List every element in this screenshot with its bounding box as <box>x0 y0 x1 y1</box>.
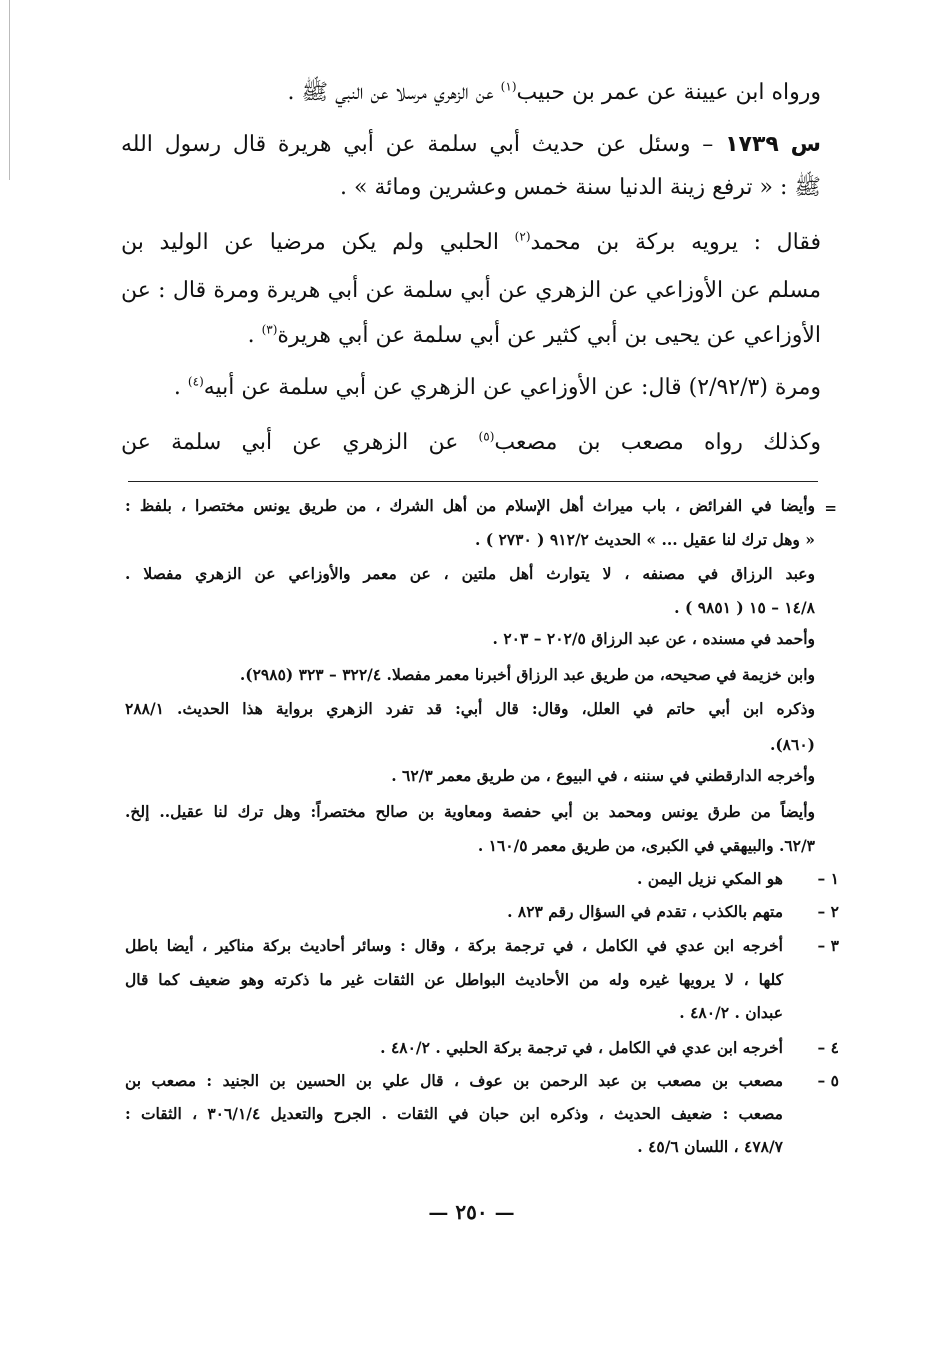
note-3-text: كلها ، لا يرويها غيره وله من الأحاديث البواطل عن الثقات غير ما ذكرته وهو ضعيف كما قال <box>125 970 783 989</box>
note-5-text: مصعب : ضعيف الحديث ، وذكره ابن حبان في الثقات . الجرح والتعديل ٣٠٦/١/٤ ، الثقات : <box>125 1104 783 1123</box>
footnote-ref-2[interactable]: (٢) <box>514 229 531 244</box>
footnote-ref-3[interactable]: (٣) <box>261 322 278 337</box>
continued-note-line: وأيضا في الفرائض ، باب ميراث أهل الإسلام من أهل الشرك ، من طريق يونس مختصرا ، بلفظ : <box>125 496 815 515</box>
main-text-segment: مسلم عن الأوزاعي عن الزهري عن أبي سلمة عن أبي هريرة ومرة قال : عن <box>121 278 821 303</box>
continued-note-line: ١٤/٨ – ١٥ ( ٩٨٥١ ) . <box>674 598 815 617</box>
continued-note-line: « وهل ترك لنا عقيل ... » الحديث ٩١٢/٢ ( ٢٧٣٠ ) . <box>474 530 815 549</box>
footnote-ref-1[interactable]: (١) <box>500 79 517 94</box>
main-text-segment: ومرة (٢/٩٢/٣) قال: عن الأوزاعي عن الزهري عن أبي سلمة عن أبيه <box>203 375 821 400</box>
continued-note-line: (٨٦٠). <box>769 735 815 754</box>
question-number: ١٧٣٩ <box>725 132 779 157</box>
note-1-text: هو المكي نزيل اليمن . <box>636 869 783 888</box>
main-text-segment: ﷺ : « ترفع زينة الدنيا سنة خمس وعشرين ومائة » . <box>340 175 821 200</box>
main-line-4 <box>121 228 821 258</box>
note-4-text: أخرجه ابن عدي في الكامل ، في ترجمة بركة الحلبي . ٤٨٠/٢ . <box>380 1038 783 1057</box>
main-line-7 <box>121 373 821 403</box>
main-text-segment: عن الزهري مرسلا عن النبي ﷺ . <box>287 80 494 105</box>
note-number-2: ٢ – <box>817 902 839 921</box>
main-line-5 <box>121 276 821 306</box>
main-line-3 <box>121 173 821 203</box>
question-heading <box>121 130 821 160</box>
page-number: — ٢٥٠ — <box>428 1200 515 1224</box>
main-text-segment: . <box>247 323 255 348</box>
footnote-divider <box>128 481 818 482</box>
continued-note-line: وأحمد في مسنده ، عن عبد الرزاق ٢٠٢/٥ – ٢٠٣ . <box>492 629 815 648</box>
note-number-3: ٣ – <box>817 936 839 955</box>
continued-note-line: وعبد الرزاق في مصنفه ، لا يتوارث أهل ملتين ، عن معمر والأوزاعي عن الزهري مفصلا . <box>125 564 815 583</box>
continued-note-line: وابن خزيمة في صحيحه، من طريق عبد الرزاق أخبرنا معمر مفصلا. ٣٢٢/٤ – ٣٢٣ (٢٩٨٥). <box>239 665 815 684</box>
note-5-text: مصعب بن مصعب بن عبد الرحمن بن عوف ، قال علي بن الحسين بن الجنيد : مصعب بن <box>125 1071 783 1090</box>
scan-edge-mark <box>9 0 10 180</box>
footnote-ref-4[interactable]: (٤) <box>187 374 204 389</box>
main-text-segment: عن الزهري عن أبي سلمة عن <box>121 430 459 455</box>
question-label: س <box>790 132 821 157</box>
note-number-1: ١ – <box>817 869 839 888</box>
note-number-4: ٤ – <box>817 1038 839 1057</box>
main-text-segment: – وسئل عن حديث أبي سلمة عن أبي هريرة قال رسول الله <box>121 132 714 157</box>
main-text-segment: . <box>173 375 181 400</box>
continued-note-line: وأخرجه الدارقطني في سننه ، في البيوع ، من طريق معمر ٦٢/٣ . <box>391 766 815 785</box>
main-text-segment: فقال : يرويه بركة بن محمد <box>530 230 822 255</box>
note-3-text: أخرجه ابن عدي في الكامل ، في ترجمة بركة ، وقال : وسائر أحاديث بركة مناكير ، أيضا باطل <box>125 936 783 955</box>
note-3-text: عبدان . ٤٨٠/٢ . <box>679 1003 783 1022</box>
main-text-segment: الأوزاعي عن يحيى بن أبي كثير عن أبي سلمة عن أبي هريرة <box>277 323 821 348</box>
main-line-1 <box>121 78 821 108</box>
note-2-text: متهم بالكذب ، تقدم في السؤال رقم ٨٢٣ . <box>507 902 783 921</box>
main-line-8 <box>121 428 821 458</box>
footnote-ref-5[interactable]: (٥) <box>478 429 495 444</box>
continued-note-line: ٦٢/٣. والبيهقي في الكبرى، من طريق معمر ١٦٠/٥ . <box>477 836 815 855</box>
note-number-5: ٥ – <box>817 1071 839 1090</box>
continued-note-line: وأيضاً من طرق يونس ومحمد بن أبي حفصة ومعاوية بن صالح مختصراً: وهل ترك لنا عقيل.. إلخ. <box>125 802 815 821</box>
continued-note-line: وذكره ابن أبي حاتم في العلل، وقال: قال أبي: قد تفرد الزهري برواية هذا الحديث. ٢٨٨/١ <box>125 699 815 718</box>
note-5-text: ٤٧٨/٧ ، اللسان ٤٥/٦ . <box>637 1137 783 1156</box>
main-text-segment: وكذلك رواه مصعب بن مصعب <box>494 430 821 455</box>
main-line-6 <box>121 321 821 351</box>
main-text-segment: الحلبي ولم يكن مرضيا عن الوليد بن <box>121 230 499 255</box>
main-text-segment: ورواه ابن عيينة عن عمر بن حبيب <box>516 80 821 105</box>
continuation-marker: = <box>824 499 837 517</box>
